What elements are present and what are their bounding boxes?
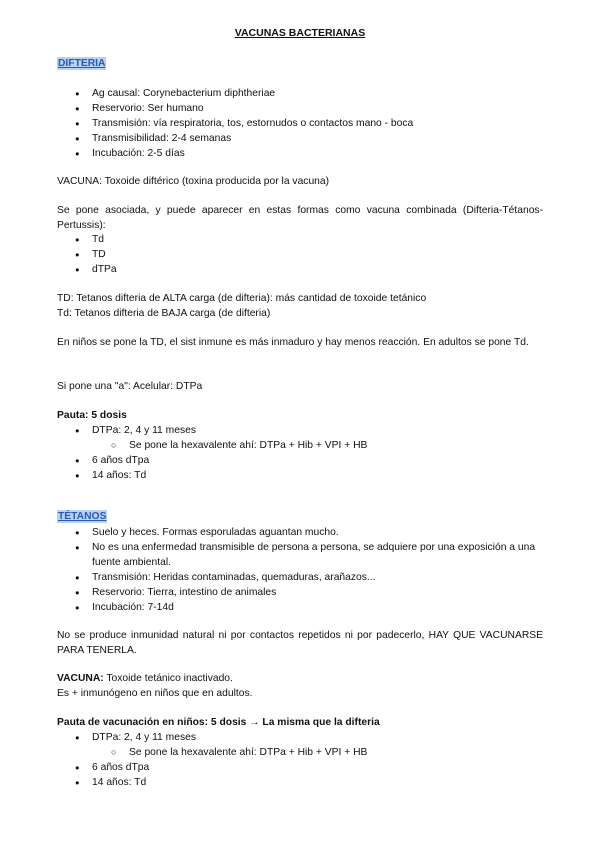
tetanos-vacuna-text: Toxoide tetánico inactivado. (103, 673, 233, 684)
list-item: ● Ag causal: Corynebacterium diphtheriae (0, 86, 544, 101)
list-item: ● 6 años dTpa (0, 453, 544, 468)
tetanos-vacuna-label: VACUNA: (57, 673, 104, 684)
tetanos-heading: TÉTANOS (58, 511, 107, 522)
pauta-sublist (92, 745, 544, 760)
tetanos-facts-list (0, 525, 600, 615)
list-item: ● Transmisibilidad: 2-4 semanas (0, 131, 544, 146)
tetanos-inmunidad-text: No se produce inmunidad natural ni por contactos repetidos ni por padecerlo, HAY QUE VACUNARSE PARA TENERLA. (57, 630, 543, 656)
list-item: ● 6 años dTpa (0, 760, 544, 775)
td-alta-text: TD: Tetanos difteria de ALTA carga (de difteria): más cantidad de toxoide tetánico (57, 293, 427, 304)
list-item: ● Transmisión: vía respiratoria, tos, estornudos o contactos mano - boca (0, 116, 544, 131)
tetanos-vacuna-line (57, 671, 543, 686)
list-item: ● TD (0, 247, 544, 262)
list-item: ● Transmisión: Heridas contaminadas, quemaduras, arañazos... (0, 570, 544, 585)
list-item: ● 14 años: Td (0, 468, 544, 483)
difteria-ninos-text: En niños se pone la TD, el sist inmune es más inmaduro y hay menos reacción. En adultos se pone Td. (57, 337, 529, 348)
pauta-item-text: DTPa: 2, 4 y 11 meses (92, 732, 196, 743)
pauta-sublist (92, 438, 544, 453)
list-item (0, 730, 544, 760)
tetanos-inmunogeno-text: Es + inmunógeno en niños que en adultos. (57, 688, 253, 699)
list-item: ● Td (0, 232, 544, 247)
list-item: ● Incubación: 7-14d (0, 600, 544, 615)
list-item: ● 14 años: Td (0, 775, 544, 790)
list-item: ● Incubación: 2-5 días (0, 146, 544, 161)
list-item: ○ Se pone la hexavalente ahí: DTPa + Hib + VPI + HB (92, 745, 544, 760)
difteria-pauta-title: Pauta: 5 dosis (57, 410, 127, 421)
tetanos-pauta-list (0, 730, 600, 790)
difteria-pauta-list (0, 423, 600, 483)
list-item: ● No es una enfermedad transmisible de persona a persona, se adquiere por una exposición a una fuente ambiental. (0, 540, 544, 570)
difteria-vacuna-text: VACUNA: Toxoide diftérico (toxina producida por la vacuna) (57, 176, 330, 187)
pauta-item-text: DTPa: 2, 4 y 11 meses (92, 425, 196, 436)
difteria-heading: DIFTERIA (58, 58, 106, 69)
list-item: ○ Se pone la hexavalente ahí: DTPa + Hib + VPI + HB (92, 438, 544, 453)
list-item: ● Reservorio: Ser humano (0, 101, 544, 116)
list-item: ● dTPa (0, 262, 544, 277)
difteria-facts-list (0, 86, 600, 161)
document-title: VACUNAS BACTERIANAS (234, 27, 366, 39)
list-item: ● Suelo y heces. Formas esporuladas aguantan mucho. (0, 525, 544, 540)
td-baja-text: Td: Tetanos difteria de BAJA carga (de difteria) (57, 308, 271, 319)
list-item: ● Reservorio: Tierra, intestino de animales (0, 585, 544, 600)
list-item (0, 423, 544, 453)
tetanos-pauta-title: Pauta de vacunación en niños: 5 dosis → La misma que la difteria (57, 717, 380, 728)
acelular-text: Si pone una "a": Acelular: DTPa (57, 381, 203, 392)
difteria-asociada-text: Se pone asociada, y puede aparecer en estas formas como vacuna combinada (Difteria-Tétanos-Pertussis): (57, 205, 543, 231)
difteria-formas-list (0, 232, 600, 277)
